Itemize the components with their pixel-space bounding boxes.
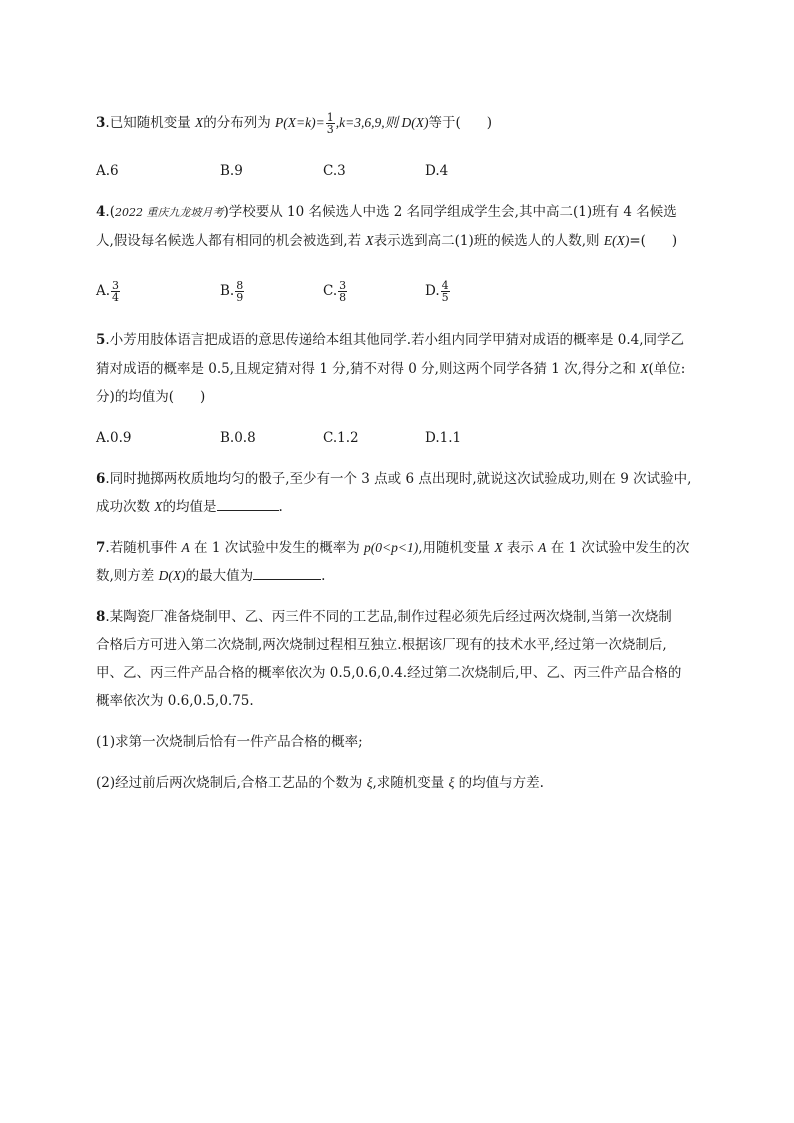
question-7-line-2: 数,则方差 D(X)的最大值为 . bbox=[96, 568, 326, 584]
question-number: 7 bbox=[96, 540, 106, 556]
option-a[interactable]: A.0.9 bbox=[96, 430, 132, 446]
option-c[interactable]: C.1.2 bbox=[323, 430, 359, 446]
question-number: 4 bbox=[96, 204, 106, 220]
question-5-line-2: 猜对成语的概率是 0.5,且规定猜对得 1 分,猜不对得 0 分,则这两个同学各猜 1 次,得分之和 X(单位: bbox=[96, 361, 686, 377]
fraction: $\frac{1}{3}$ bbox=[326, 111, 334, 136]
question-6: 6.同时抛掷两枚质地均匀的骰子,至少有一个 3 点或 6 点出现时,就说这次试验成功,则在 9 次试验中, bbox=[96, 471, 692, 487]
question-4-line-2: 人,假设每名候选人都有相同的机会被选到,若 X表示选到高二(1)班的候选人的人数,则 E(X)=( ) bbox=[96, 233, 678, 249]
question-8-part-2: (2)经过前后两次烧制后,合格工艺品的个数为 ξ,求随机变量 ξ 的均值与方差. bbox=[96, 775, 544, 791]
fraction: $\frac{4}{5}$ bbox=[441, 279, 449, 304]
option-c[interactable]: C. $\frac{3}{8}$ bbox=[323, 279, 347, 304]
question-8: 8.某陶瓷厂准备烧制甲、乙、丙三件不同的工艺品,制作过程必须先后经过两次烧制,当第一次烧制 bbox=[96, 609, 672, 625]
option-a[interactable]: A.6 bbox=[96, 163, 119, 179]
question-8-line-4: 概率依次为 0.6,0.5,0.75. bbox=[96, 693, 254, 709]
fraction: $\frac{3}{8}$ bbox=[339, 279, 347, 304]
source-note: 2022 重庆九龙坡月考 bbox=[114, 206, 224, 219]
question-8-line-2: 合格后方可进入第二次烧制,两次烧制过程相互独立.根据该厂现有的技术水平,经过第一次烧制后, bbox=[96, 637, 667, 653]
option-b[interactable]: B.0.8 bbox=[220, 430, 256, 446]
fraction: $\frac{8}{9}$ bbox=[236, 279, 244, 304]
option-d[interactable]: D.4 bbox=[425, 163, 449, 179]
question-4: 4.(2022 重庆九龙坡月考)学校要从 10 名候选人中选 2 名同学组成学生会,其中高二(1)班有 4 名候选 bbox=[96, 204, 677, 220]
question-6-line-2: 成功次数 X的均值是 . bbox=[96, 499, 283, 515]
fraction: $\frac{3}{4}$ bbox=[112, 279, 120, 304]
question-7: 7.若随机事件 A 在 1 次试验中发生的概率为 p(0<p<1),用随机变量 X 表示 A 在 1 次试验中发生的次 bbox=[96, 540, 690, 556]
answer-blank[interactable] bbox=[253, 567, 321, 580]
answer-blank[interactable] bbox=[217, 498, 279, 511]
option-c[interactable]: C.3 bbox=[323, 163, 346, 179]
question-number: 6 bbox=[96, 471, 106, 487]
question-3: 3.已知随机变量 X的分布列为 P(X=k)= $\frac{1}{3}$ ,k=3,6,9,则 D(X)等于( ) bbox=[96, 111, 493, 136]
question-8-line-3: 甲、乙、丙三件产品合格的概率依次为 0.5,0.6,0.4.经过第二次烧制后,甲、乙、丙三件产品合格的 bbox=[96, 665, 682, 681]
question-5: 5.小芳用肢体语言把成语的意思传递给本组其他同学.若小组内同学甲猜对成语的概率是 0.4,同学乙 bbox=[96, 332, 685, 348]
option-a[interactable]: A. $\frac{3}{4}$ bbox=[96, 279, 120, 304]
option-b[interactable]: B. $\frac{8}{9}$ bbox=[220, 279, 244, 304]
question-number: 5 bbox=[96, 332, 106, 348]
option-d[interactable]: D. $\frac{4}{5}$ bbox=[425, 279, 449, 304]
option-d[interactable]: D.1.1 bbox=[425, 430, 462, 446]
question-8-part-1: (1)求第一次烧制后恰有一件产品合格的概率; bbox=[96, 734, 363, 750]
question-5-line-3: 分)的均值为( ) bbox=[96, 389, 206, 405]
option-b[interactable]: B.9 bbox=[220, 163, 243, 179]
question-number: 3 bbox=[96, 115, 106, 131]
question-number: 8 bbox=[96, 609, 106, 625]
